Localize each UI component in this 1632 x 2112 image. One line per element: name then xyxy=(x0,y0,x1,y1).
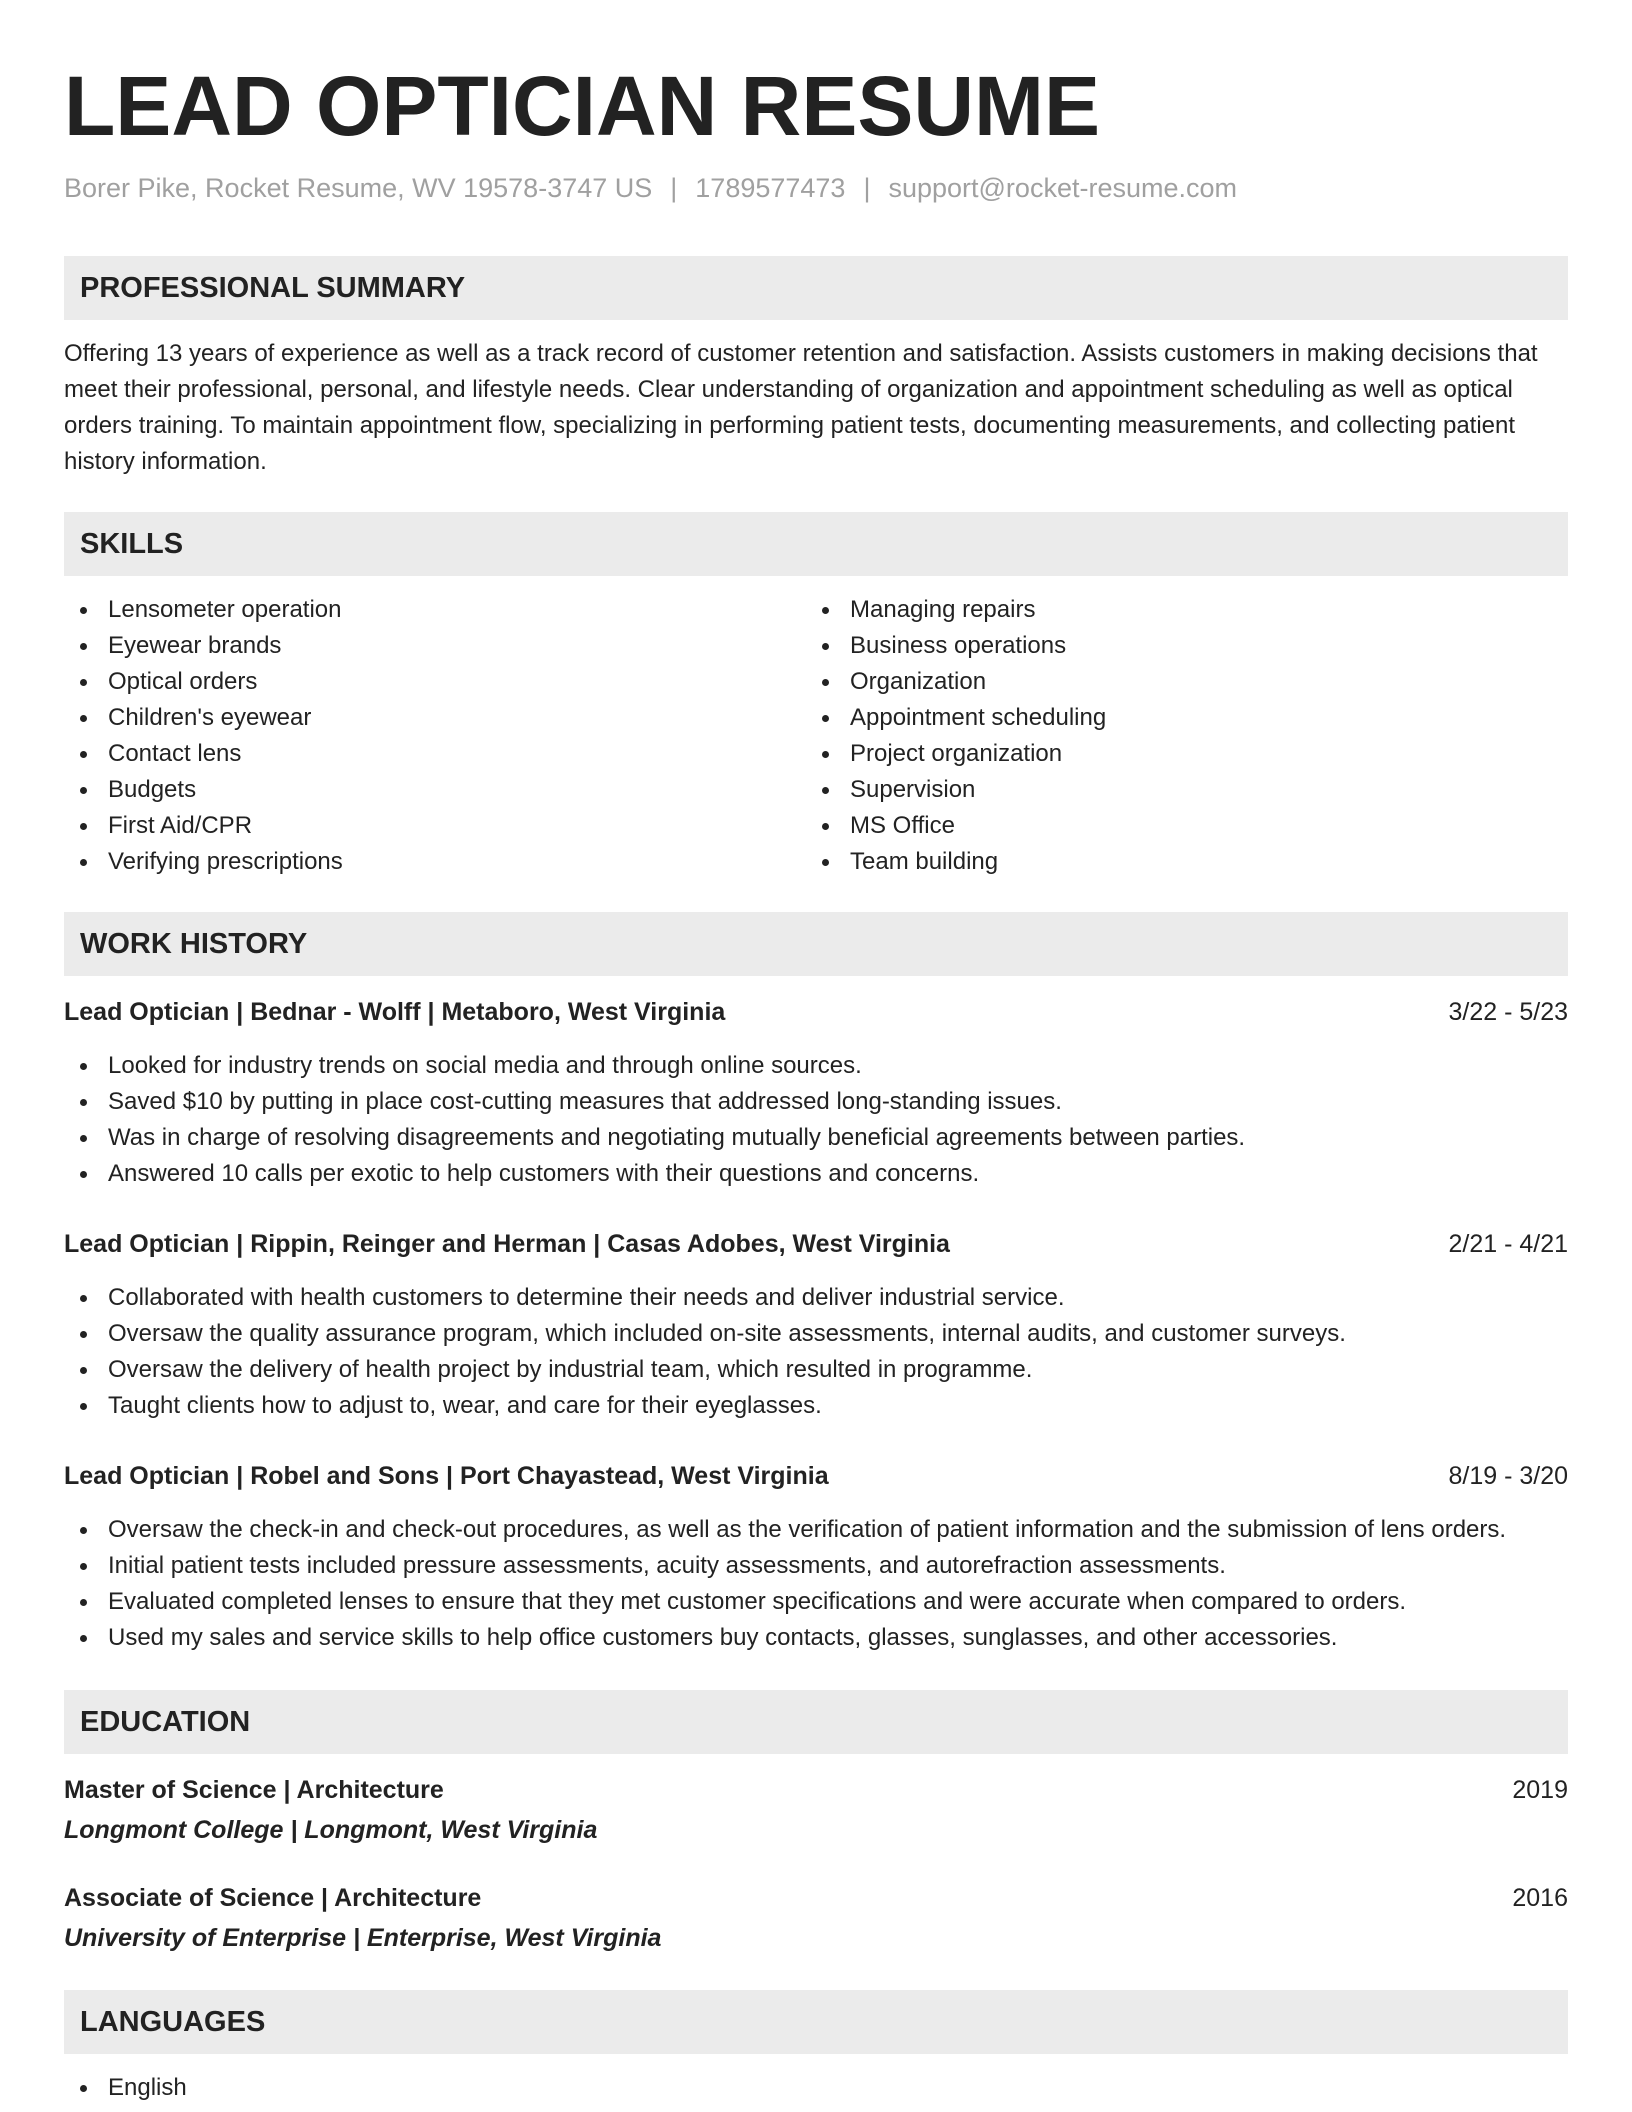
skill-item: Organization xyxy=(806,664,1548,700)
job-entry xyxy=(64,1458,1568,1656)
job-date: 8/19 - 3/20 xyxy=(1448,1462,1568,1490)
resume-page xyxy=(64,56,1568,2106)
job-bullet: Answered 10 calls per exotic to help customers with their questions and concerns. xyxy=(64,1156,1568,1192)
education-school: University of Enterprise | Enterprise, West Virginia xyxy=(64,1924,662,1952)
skill-item: Business operations xyxy=(806,628,1548,664)
resume-title: LEAD OPTICIAN RESUME xyxy=(64,59,1101,153)
education-degree: Master of Science | Architecture xyxy=(64,1776,444,1804)
education-year: 2016 xyxy=(1512,1884,1568,1912)
job-bullet: Oversaw the check-in and check-out procedures, as well as the verification of patient information and the submission of lens orders. xyxy=(64,1512,1568,1548)
job-title: Lead Optician | Robel and Sons | Port Chayastead, West Virginia xyxy=(64,1462,829,1490)
contact-separator: | xyxy=(670,173,678,203)
education-entry xyxy=(64,1772,1568,1848)
section-header-education: EDUCATION xyxy=(64,1690,1568,1754)
job-bullet: Initial patient tests included pressure assessments, acuity assessments, and autorefraction assessments. xyxy=(64,1548,1568,1584)
job-bullets xyxy=(64,1512,1568,1656)
skill-item: Appointment scheduling xyxy=(806,700,1548,736)
job-title: Lead Optician | Bednar - Wolff | Metaboro, West Virginia xyxy=(64,998,726,1026)
skill-item: Contact lens xyxy=(64,736,806,772)
skill-item: Supervision xyxy=(806,772,1548,808)
job-bullet: Oversaw the quality assurance program, which included on-site assessments, internal audits, and customer surveys. xyxy=(64,1316,1568,1352)
job-entry xyxy=(64,1226,1568,1424)
section-header-skills: SKILLS xyxy=(64,512,1568,576)
skill-item: Verifying prescriptions xyxy=(64,844,806,880)
job-bullet: Taught clients how to adjust to, wear, and care for their eyeglasses. xyxy=(64,1388,1568,1424)
job-bullets xyxy=(64,1280,1568,1424)
job-date: 2/21 - 4/21 xyxy=(1448,1230,1568,1258)
language-item: English xyxy=(64,2070,1568,2106)
job-bullets xyxy=(64,1048,1568,1192)
skills-column-left xyxy=(64,592,806,880)
contact-line xyxy=(64,170,1568,206)
section-header-summary: PROFESSIONAL SUMMARY xyxy=(64,256,1568,320)
job-bullet: Looked for industry trends on social media and through online sources. xyxy=(64,1048,1568,1084)
education-school: Longmont College | Longmont, West Virginia xyxy=(64,1816,598,1844)
job-bullet: Saved $10 by putting in place cost-cutting measures that addressed long-standing issues. xyxy=(64,1084,1568,1120)
skill-item: Managing repairs xyxy=(806,592,1548,628)
education-degree: Associate of Science | Architecture xyxy=(64,1884,482,1912)
job-title: Lead Optician | Rippin, Reinger and Herman | Casas Adobes, West Virginia xyxy=(64,1230,950,1258)
skill-item: Children's eyewear xyxy=(64,700,806,736)
job-date: 3/22 - 5/23 xyxy=(1448,998,1568,1026)
skills-column-right xyxy=(806,592,1548,880)
education-entry xyxy=(64,1880,1568,1956)
skill-item: Project organization xyxy=(806,736,1548,772)
job-bullet: Evaluated completed lenses to ensure that they met customer specifications and were accurate when compared to orders. xyxy=(64,1584,1568,1620)
skill-item: Team building xyxy=(806,844,1548,880)
job-entry xyxy=(64,994,1568,1192)
skill-item: MS Office xyxy=(806,808,1548,844)
skills-list xyxy=(64,592,1568,880)
summary-text: Offering 13 years of experience as well as a track record of customer retention and satisfaction. Assists customers in making decisions that meet their professional, personal, and lifestyle needs. Clear understanding of organization and appointment scheduling as well as optical orders training. To maintain appointment flow, specializing in performing patient tests, documenting measurements, and collecting patient history information. xyxy=(64,340,1538,475)
education-year: 2019 xyxy=(1512,1776,1568,1804)
contact-email: support@rocket-resume.com xyxy=(888,173,1237,203)
section-header-languages: LANGUAGES xyxy=(64,1990,1568,2054)
skill-item: Optical orders xyxy=(64,664,806,700)
contact-separator: | xyxy=(863,173,871,203)
contact-phone: 1789577473 xyxy=(695,173,846,203)
job-bullet: Was in charge of resolving disagreements and negotiating mutually beneficial agreements between parties. xyxy=(64,1120,1568,1156)
job-bullet: Oversaw the delivery of health project by industrial team, which resulted in programme. xyxy=(64,1352,1568,1388)
skill-item: Budgets xyxy=(64,772,806,808)
contact-address: Borer Pike, Rocket Resume, WV 19578-3747 US xyxy=(64,173,653,203)
languages-list xyxy=(64,2070,1568,2106)
skill-item: Lensometer operation xyxy=(64,592,806,628)
skill-item: Eyewear brands xyxy=(64,628,806,664)
skill-item: First Aid/CPR xyxy=(64,808,806,844)
job-bullet: Used my sales and service skills to help office customers buy contacts, glasses, sunglasses, and other accessories. xyxy=(64,1620,1568,1656)
section-header-work-history: WORK HISTORY xyxy=(64,912,1568,976)
job-bullet: Collaborated with health customers to determine their needs and deliver industrial service. xyxy=(64,1280,1568,1316)
